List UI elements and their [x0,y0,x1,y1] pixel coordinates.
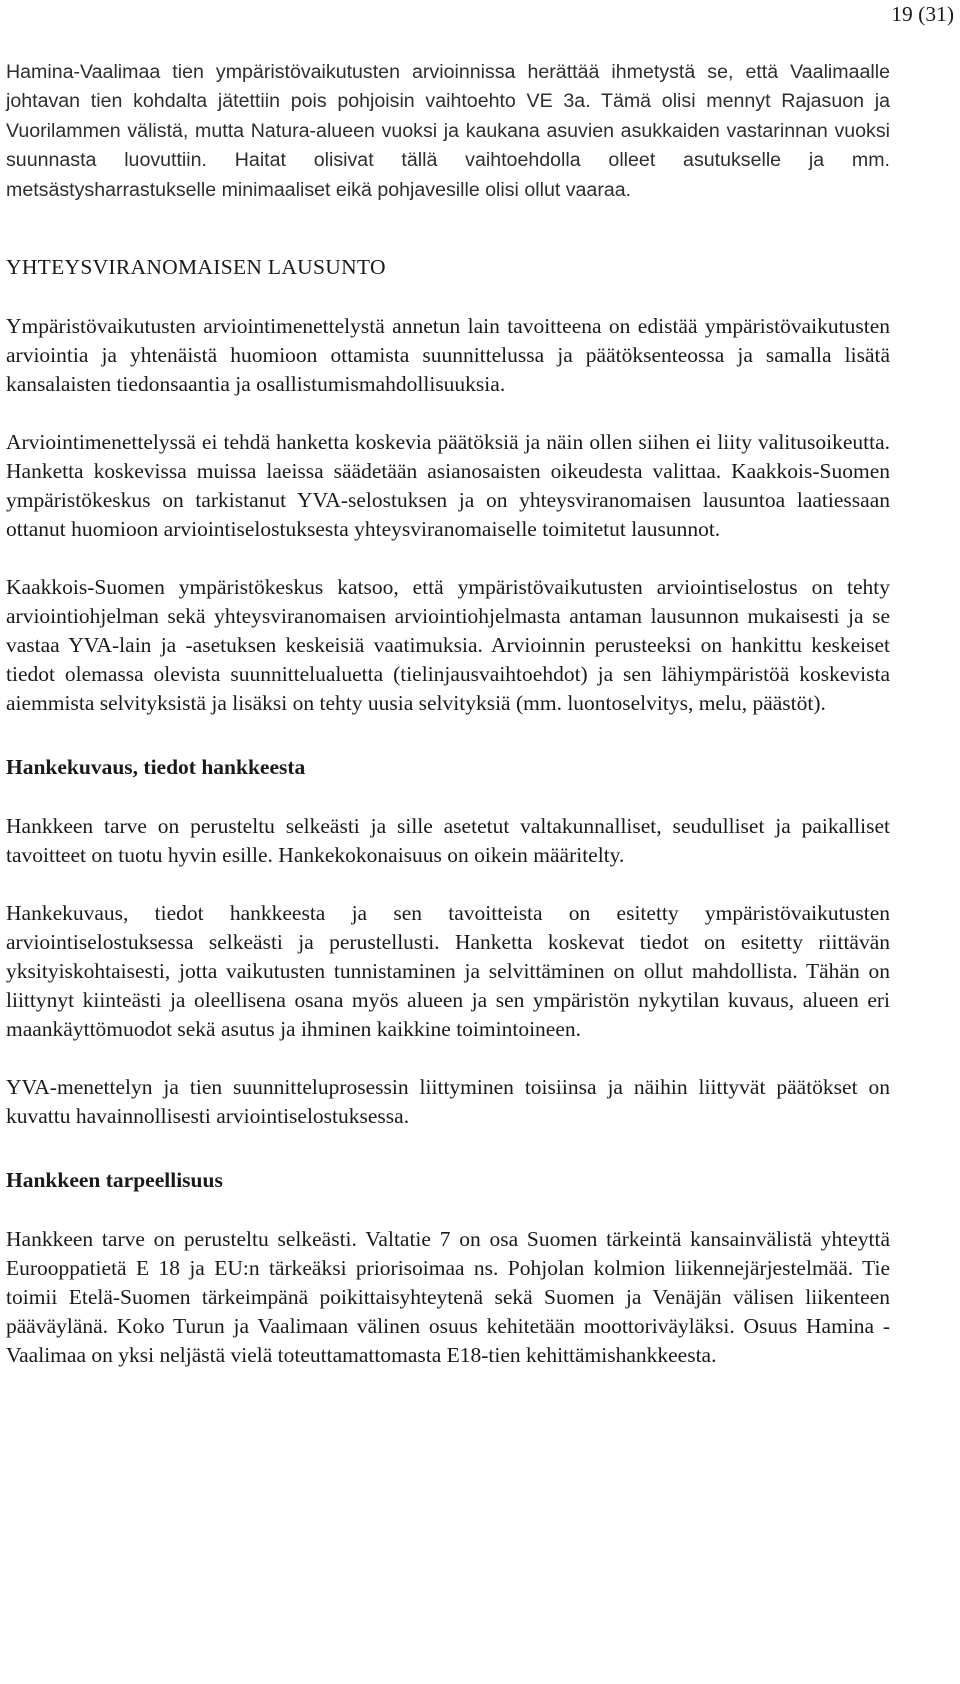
project-paragraph-3: YVA-menettelyn ja tien suunnitteluprosessin liittyminen toisiinsa ja näihin liittyvät päätökset on kuvattu havainnollisesti arviointiselostuksessa. [6,1075,890,1129]
authority-paragraph-1: Ympäristövaikutusten arviointimenettelystä annetun lain tavoitteena on edistää ympäristövaikutusten arviointia ja yhtenäistä huomioon ottamista suunnittelussa ja päätöksenteossa ja samalla lisätä kansalaisten tiedonsaantia ja osallistumismahdollisuuksia. [6,314,890,397]
page-number: 19 (31) [891,2,954,26]
authority-paragraph-3: Kaakkois-Suomen ympäristökeskus katsoo, että ympäristövaikutusten arviointiselostus on tehty arviointiohjelman sekä yhteysviranomaisen arviointiohjelmasta antaman lausunnon mukaisesti ja se vastaa YVA-lain ja -asetuksen keskeisiä vaatimuksia. Arvioinnin perusteeksi on hankittu keskeiset tiedot olemassa olevista suunnittelualuetta (tielinjausvaihtoehdot) ja sen lähiympäristöä koskevista aiemmista selvityksistä ja lisäksi on tehty uusia selvityksiä (mm. luontoselvitys, melu, päästöt). [6,575,890,716]
section-heading-project-necessity: Hankkeen tarpeellisuus [6,1168,223,1193]
necessity-paragraph-1: Hankkeen tarve on perusteltu selkeästi. Valtatie 7 on osa Suomen tärkeintä kansainvälistä yhteyttä Eurooppatietä E 18 ja EU:n tärkeäksi priorisoimaa ns. Pohjolan kolmion liikennejärjestelmää. Tie toimii Etelä-Suomen tärkeimpänä poikittaisyhteytenä sekä Suomen ja Venäjän välisen liikenteen pääväylänä. Koko Turun ja Vaalimaan välinen osuus kehitetään moottoriväyläksi. Osuus Hamina - Vaalimaa on yksi neljästä vielä toteuttamattomasta E18-tien kehittämishankkeesta. [6,1227,890,1368]
section-heading-authority-statement: YHTEYSVIRANOMAISEN LAUSUNTO [6,255,386,280]
authority-paragraph-2: Arviointimenettelyssä ei tehdä hanketta koskevia päätöksiä ja näin ollen siihen ei liity valitusoikeutta. Hanketta koskevissa muissa laeissa säädetään asianosaisten oikeudesta valittaa. Kaakkois-Suomen ympäristökeskus on tarkistanut YVA-selostuksen ja on yhteysviranomaisen lausuntoa laatiessaan ottanut huomioon arviointiselostuksesta yhteysviranomaiselle toimitetut lausunnot. [6,430,890,542]
intro-paragraph: Hamina-Vaalimaa tien ympäristövaikutusten arvioinnissa herättää ihmetystä se, että Vaalimaalle johtavan tien kohdalta jätettiin pois pohjoisin vaihtoehto VE 3a. Tämä olisi mennyt Rajasuon ja Vuorilammen välistä, mutta Natura-alueen vuoksi ja kaukana asuvien asukkaiden vastarinnan vuoksi suunnasta luovuttiin. Haitat olisivat tällä vaihtoehdolla olleet asutukselle ja mm. metsästysharrastukselle minimaaliset eikä pohjavesille olisi ollut vaaraa. [6,61,890,201]
section-heading-project-description: Hankekuvaus, tiedot hankkeesta [6,755,306,780]
project-paragraph-2: Hankekuvaus, tiedot hankkeesta ja sen tavoitteista on esitetty ympäristövaikutusten arviointiselostuksessa selkeästi ja perustellusti. Hanketta koskevat tiedot on esitetty riittävän yksityiskohtaisesti, jotta vaikutusten tunnistaminen ja selvittäminen on ollut mahdollista. Tähän on liittynyt kiinteästi ja oleellisena osana myös alueen ja sen ympäristön nykytilan kuvaus, alueen eri maankäyttömuodot sekä asutus ja ihminen kaikkine toimintoineen. [6,901,890,1042]
document-body [6,58,890,1370]
project-paragraph-1: Hankkeen tarve on perusteltu selkeästi ja sille asetetut valtakunnalliset, seudulliset ja paikalliset tavoitteet on tuotu hyvin esille. Hankekokonaisuus on oikein määritelty. [6,814,890,868]
